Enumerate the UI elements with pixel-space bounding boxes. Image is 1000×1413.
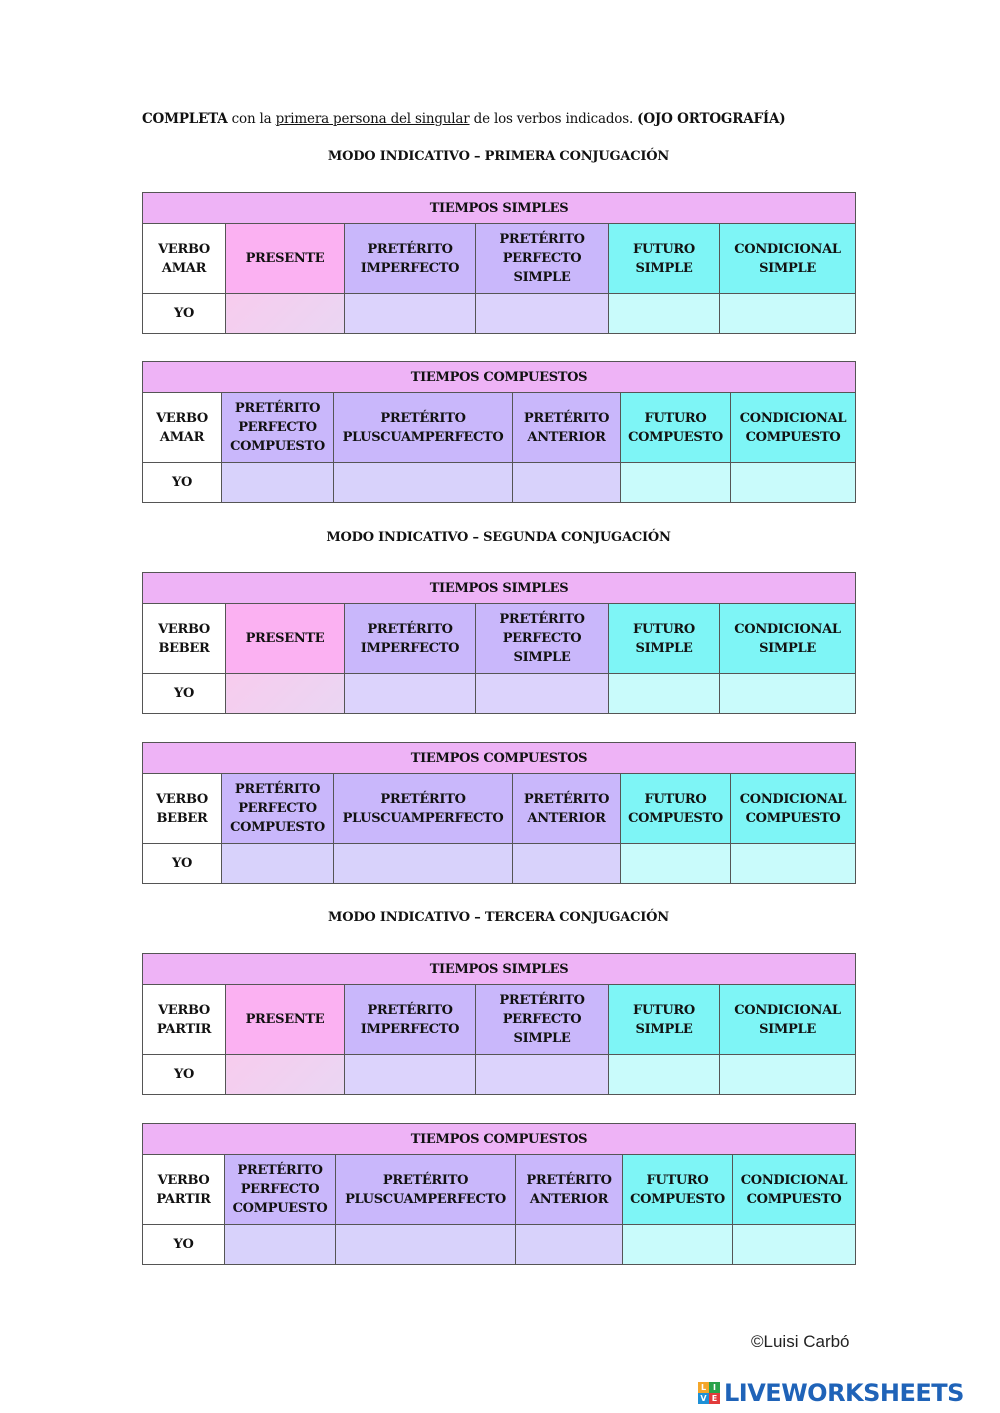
table-simples-beber — [142, 572, 856, 714]
answer-preterito-anterior[interactable] — [513, 844, 621, 884]
verb-label: VERBO PARTIR — [143, 1155, 225, 1225]
answer-preterito-pluscuamperfecto[interactable] — [336, 1225, 516, 1265]
answer-preterito-perfecto-compuesto[interactable] — [222, 844, 334, 884]
instruction-text-2: de los verbos indicados. — [469, 111, 638, 127]
col-preterito-pluscuamperfecto: PRETÉRITO PLUSCUAMPERFECTO — [334, 774, 513, 844]
instruction-keyword: COMPLETA — [142, 111, 228, 127]
col-futuro-simple: FUTURO SIMPLE — [609, 985, 720, 1055]
col-futuro-compuesto: FUTURO COMPUESTO — [621, 774, 731, 844]
answer-condicional-compuesto[interactable] — [731, 463, 856, 503]
col-preterito-pluscuamperfecto: PRETÉRITO PLUSCUAMPERFECTO — [336, 1155, 516, 1225]
section-heading-tercera: MODO INDICATIVO – TERCERA CONJUGACIÓN — [328, 910, 669, 925]
row-label-yo: YO — [143, 674, 226, 714]
table-title: TIEMPOS SIMPLES — [143, 954, 856, 985]
answer-preterito-pluscuamperfecto[interactable] — [334, 463, 513, 503]
col-preterito-anterior: PRETÉRITO ANTERIOR — [513, 774, 621, 844]
logo-text: LIVEWORKSHEETS — [724, 1379, 964, 1407]
verb-label: VERBO AMAR — [143, 224, 226, 294]
answer-presente[interactable] — [226, 674, 345, 714]
table-compuestos-amar — [142, 361, 856, 503]
answer-preterito-perfecto-simple[interactable] — [476, 1055, 609, 1095]
col-futuro-compuesto: FUTURO COMPUESTO — [621, 393, 731, 463]
logo-mark-icon: L I V E — [698, 1382, 720, 1404]
answer-condicional-simple[interactable] — [720, 1055, 856, 1095]
answer-condicional-compuesto[interactable] — [731, 844, 856, 884]
table-title: TIEMPOS SIMPLES — [143, 573, 856, 604]
col-condicional-compuesto: CONDICIONAL COMPUESTO — [733, 1155, 856, 1225]
answer-preterito-imperfecto[interactable] — [345, 674, 476, 714]
row-label-yo: YO — [143, 844, 222, 884]
answer-preterito-pluscuamperfecto[interactable] — [334, 844, 513, 884]
col-preterito-perfecto-compuesto: PRETÉRITO PERFECTO COMPUESTO — [225, 1155, 336, 1225]
col-condicional-simple: CONDICIONAL SIMPLE — [720, 985, 856, 1055]
table-title: TIEMPOS COMPUESTOS — [143, 743, 856, 774]
answer-preterito-perfecto-compuesto[interactable] — [225, 1225, 336, 1265]
copyright-text: ©Luisi Carbó — [751, 1332, 850, 1351]
table-simples-amar — [142, 192, 856, 334]
table-title: TIEMPOS COMPUESTOS — [143, 1124, 856, 1155]
table-title: TIEMPOS SIMPLES — [143, 193, 856, 224]
table-compuestos-partir — [142, 1123, 856, 1265]
table-title: TIEMPOS COMPUESTOS — [143, 362, 856, 393]
col-condicional-simple: CONDICIONAL SIMPLE — [720, 224, 856, 294]
instruction-text: con la — [227, 111, 276, 127]
answer-preterito-anterior[interactable] — [513, 463, 621, 503]
col-futuro-simple: FUTURO SIMPLE — [609, 604, 720, 674]
col-condicional-compuesto: CONDICIONAL COMPUESTO — [731, 393, 856, 463]
answer-preterito-imperfecto[interactable] — [345, 1055, 476, 1095]
answer-futuro-simple[interactable] — [609, 1055, 720, 1095]
verb-label: VERBO BEBER — [143, 604, 226, 674]
table-compuestos-beber — [142, 742, 856, 884]
col-preterito-imperfecto: PRETÉRITO IMPERFECTO — [345, 604, 476, 674]
row-label-yo: YO — [143, 1055, 226, 1095]
col-presente: PRESENTE — [226, 224, 345, 294]
col-futuro-compuesto: FUTURO COMPUESTO — [623, 1155, 733, 1225]
answer-preterito-perfecto-simple[interactable] — [476, 294, 609, 334]
answer-futuro-simple[interactable] — [609, 294, 720, 334]
row-label-yo: YO — [143, 294, 226, 334]
instruction-warning: (OJO ORTOGRAFÍA) — [637, 111, 786, 127]
col-condicional-compuesto: CONDICIONAL COMPUESTO — [731, 774, 856, 844]
answer-futuro-compuesto[interactable] — [621, 463, 731, 503]
instruction-underlined: primera persona del singular — [275, 111, 470, 127]
col-preterito-imperfecto: PRETÉRITO IMPERFECTO — [345, 985, 476, 1055]
col-preterito-perfecto-compuesto: PRETÉRITO PERFECTO COMPUESTO — [222, 393, 334, 463]
row-label-yo: YO — [143, 463, 222, 503]
answer-futuro-compuesto[interactable] — [623, 1225, 733, 1265]
col-preterito-anterior: PRETÉRITO ANTERIOR — [516, 1155, 623, 1225]
answer-preterito-imperfecto[interactable] — [345, 294, 476, 334]
verb-label: VERBO BEBER — [143, 774, 222, 844]
instruction-line — [142, 111, 862, 127]
col-preterito-pluscuamperfecto: PRETÉRITO PLUSCUAMPERFECTO — [334, 393, 513, 463]
answer-condicional-compuesto[interactable] — [733, 1225, 856, 1265]
col-preterito-perfecto-simple: PRETÉRITO PERFECTO SIMPLE — [476, 985, 609, 1055]
answer-condicional-simple[interactable] — [720, 674, 856, 714]
section-heading-primera: MODO INDICATIVO – PRIMERA CONJUGACIÓN — [327, 149, 670, 164]
section-heading-segunda: MODO INDICATIVO – SEGUNDA CONJUGACIÓN — [326, 530, 671, 545]
answer-futuro-compuesto[interactable] — [621, 844, 731, 884]
table-simples-partir — [142, 953, 856, 1095]
col-preterito-perfecto-compuesto: PRETÉRITO PERFECTO COMPUESTO — [222, 774, 334, 844]
answer-futuro-simple[interactable] — [609, 674, 720, 714]
answer-preterito-anterior[interactable] — [516, 1225, 623, 1265]
col-futuro-simple: FUTURO SIMPLE — [609, 224, 720, 294]
verb-label: VERBO AMAR — [143, 393, 222, 463]
row-label-yo: YO — [143, 1225, 225, 1265]
col-preterito-imperfecto: PRETÉRITO IMPERFECTO — [345, 224, 476, 294]
verb-label: VERBO PARTIR — [143, 985, 226, 1055]
col-preterito-perfecto-simple: PRETÉRITO PERFECTO SIMPLE — [476, 604, 609, 674]
col-condicional-simple: CONDICIONAL SIMPLE — [720, 604, 856, 674]
answer-presente[interactable] — [226, 1055, 345, 1095]
liveworksheets-logo[interactable] — [698, 1378, 964, 1408]
col-preterito-perfecto-simple: PRETÉRITO PERFECTO SIMPLE — [476, 224, 609, 294]
col-presente: PRESENTE — [226, 604, 345, 674]
answer-condicional-simple[interactable] — [720, 294, 856, 334]
col-preterito-anterior: PRETÉRITO ANTERIOR — [513, 393, 621, 463]
answer-preterito-perfecto-compuesto[interactable] — [222, 463, 334, 503]
answer-preterito-perfecto-simple[interactable] — [476, 674, 609, 714]
answer-presente[interactable] — [226, 294, 345, 334]
col-presente: PRESENTE — [226, 985, 345, 1055]
